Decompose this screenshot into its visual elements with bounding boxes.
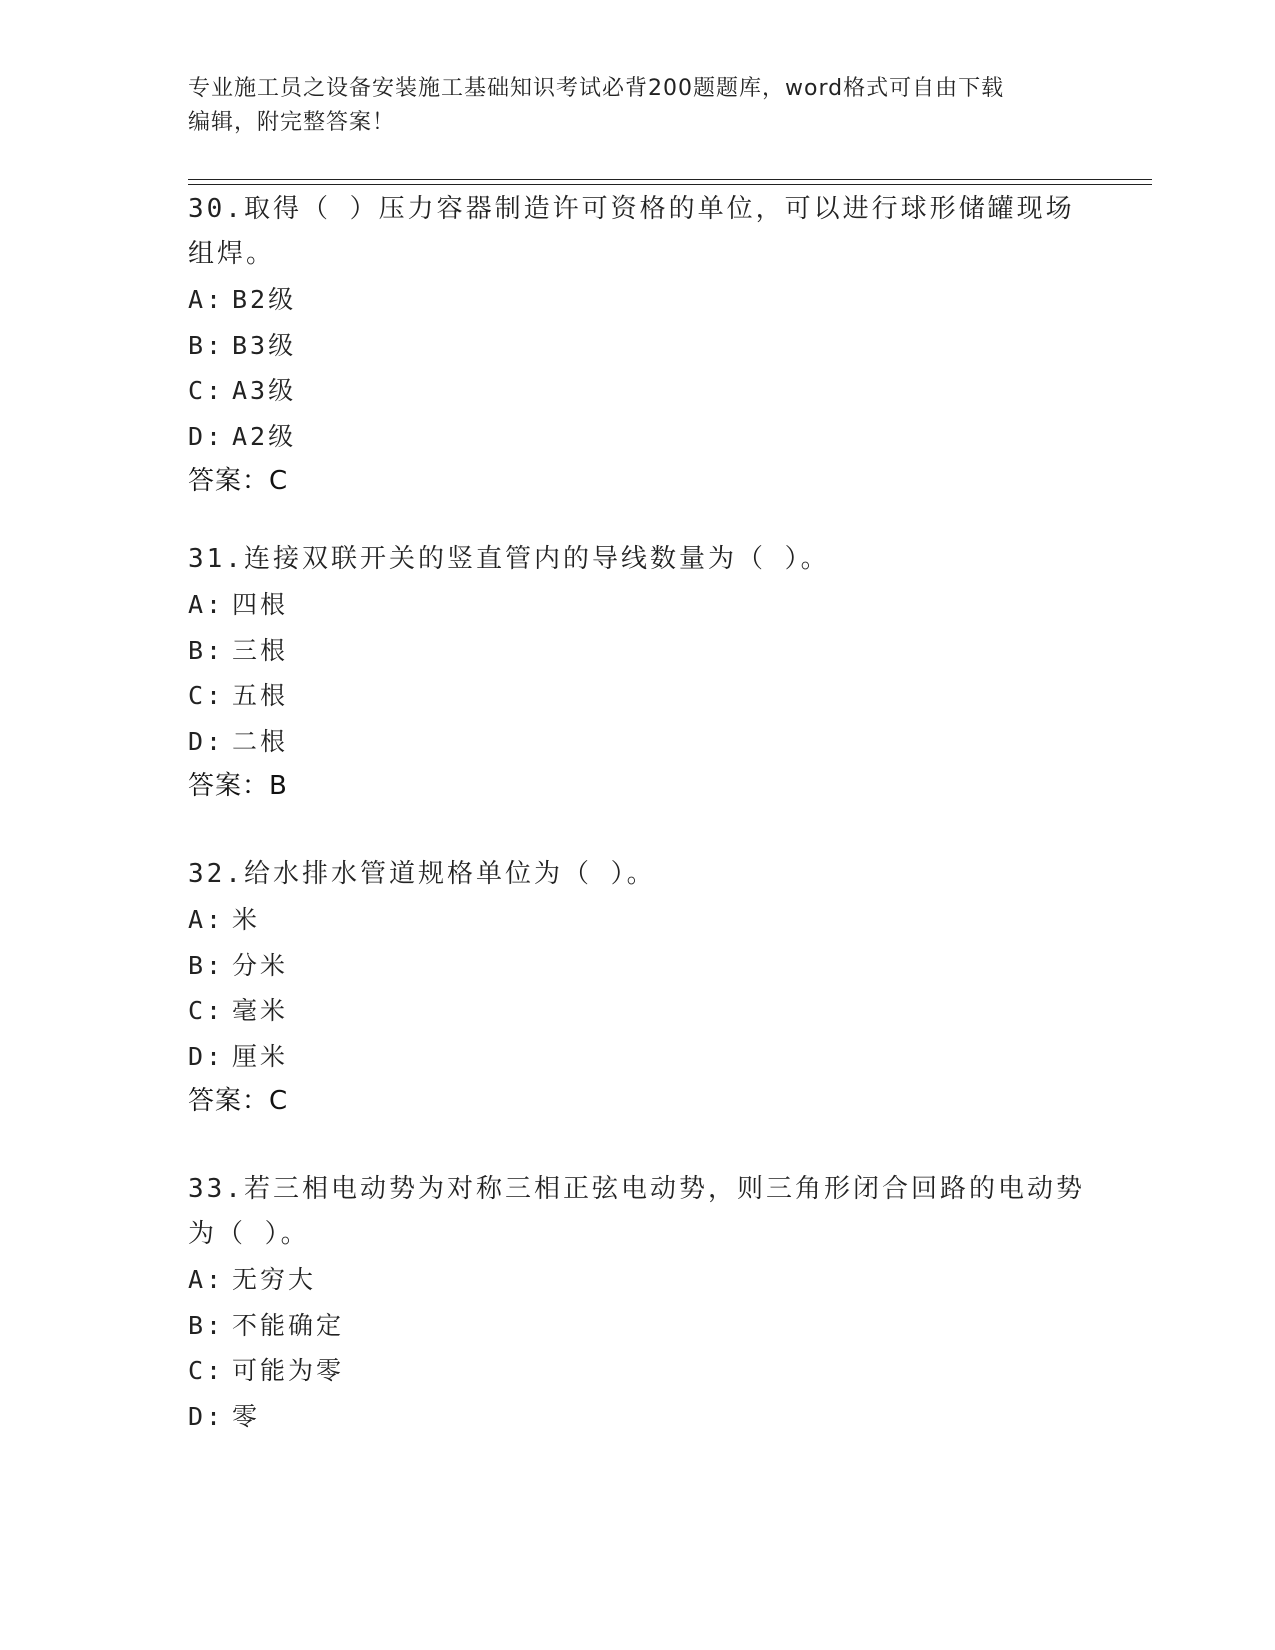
- header-line-2: 编辑，附完整答案！: [188, 110, 396, 135]
- option-text: B3级: [232, 330, 297, 360]
- option-text: A2级: [232, 421, 297, 451]
- option-c: [188, 988, 1088, 1034]
- option-letter: C:: [188, 996, 225, 1025]
- option-a: [188, 582, 1088, 628]
- option-text: 不能确定: [232, 1310, 345, 1340]
- question-stem-continued: 组焊。: [188, 239, 276, 269]
- option-text: 无穷大: [232, 1265, 317, 1294]
- question-31: [188, 537, 1088, 809]
- question-stem: 31.连接双联开关的竖直管内的导线数量为（ ）。: [188, 544, 830, 574]
- option-text: 四根: [232, 590, 289, 619]
- question-stem: 32.给水排水管道规格单位为（ ）。: [188, 859, 656, 889]
- option-a: [188, 1257, 1088, 1303]
- option-letter: A:: [188, 590, 225, 619]
- document-header: [188, 72, 1088, 140]
- header-divider-bottom: [188, 184, 1152, 185]
- option-text: B2级: [232, 285, 297, 314]
- option-text: 毫米: [232, 996, 289, 1025]
- option-letter: A:: [188, 1265, 225, 1294]
- answer: 答案：B: [188, 771, 288, 801]
- option-text: 二根: [232, 726, 289, 756]
- option-text: 厘米: [232, 1041, 289, 1071]
- option-b: [188, 1303, 1088, 1349]
- question-32: [188, 852, 1088, 1124]
- option-letter: A:: [188, 285, 225, 314]
- option-b: [188, 628, 1088, 674]
- question-stem: 33.若三相电动势为对称三相正弦电动势，则三角形闭合回路的电动势: [188, 1174, 1085, 1204]
- option-letter: C:: [188, 681, 225, 710]
- option-letter: B:: [188, 950, 225, 980]
- question-30: [188, 187, 1088, 504]
- option-b: [188, 943, 1088, 989]
- option-letter: C:: [188, 1356, 225, 1385]
- option-letter: D:: [188, 726, 225, 756]
- option-text: 分米: [232, 950, 289, 980]
- answer: 答案：C: [188, 466, 289, 496]
- option-text: A3级: [232, 376, 297, 405]
- option-letter: B:: [188, 1310, 225, 1340]
- option-d: [188, 1034, 1088, 1080]
- option-letter: D:: [188, 1401, 225, 1431]
- answer: 答案：C: [188, 1086, 289, 1116]
- option-text: 米: [232, 905, 261, 934]
- option-letter: C:: [188, 376, 225, 405]
- option-letter: D:: [188, 421, 225, 451]
- option-letter: D:: [188, 1041, 225, 1071]
- option-text: 五根: [232, 681, 289, 710]
- option-c: [188, 673, 1088, 719]
- option-text: 零: [232, 1401, 261, 1431]
- header-line-1: 专业施工员之设备安装施工基础知识考试必背200题题库，word格式可自由下载: [188, 76, 1005, 101]
- option-letter: B:: [188, 635, 225, 665]
- option-letter: A:: [188, 905, 225, 934]
- option-c: [188, 368, 1088, 414]
- option-d: [188, 1394, 1088, 1440]
- option-a: [188, 277, 1088, 323]
- option-a: [188, 897, 1088, 943]
- option-b: [188, 323, 1088, 369]
- question-stem-continued: 为（ ）。: [188, 1219, 310, 1249]
- option-c: [188, 1348, 1088, 1394]
- option-letter: B:: [188, 330, 225, 360]
- header-divider-top: [188, 179, 1152, 180]
- option-d: [188, 414, 1088, 460]
- option-d: [188, 719, 1088, 765]
- option-text: 三根: [232, 635, 289, 665]
- question-33: [188, 1167, 1088, 1439]
- question-stem: 30.取得（ ）压力容器制造许可资格的单位，可以进行球形储罐现场: [188, 194, 1075, 224]
- option-text: 可能为零: [232, 1356, 345, 1385]
